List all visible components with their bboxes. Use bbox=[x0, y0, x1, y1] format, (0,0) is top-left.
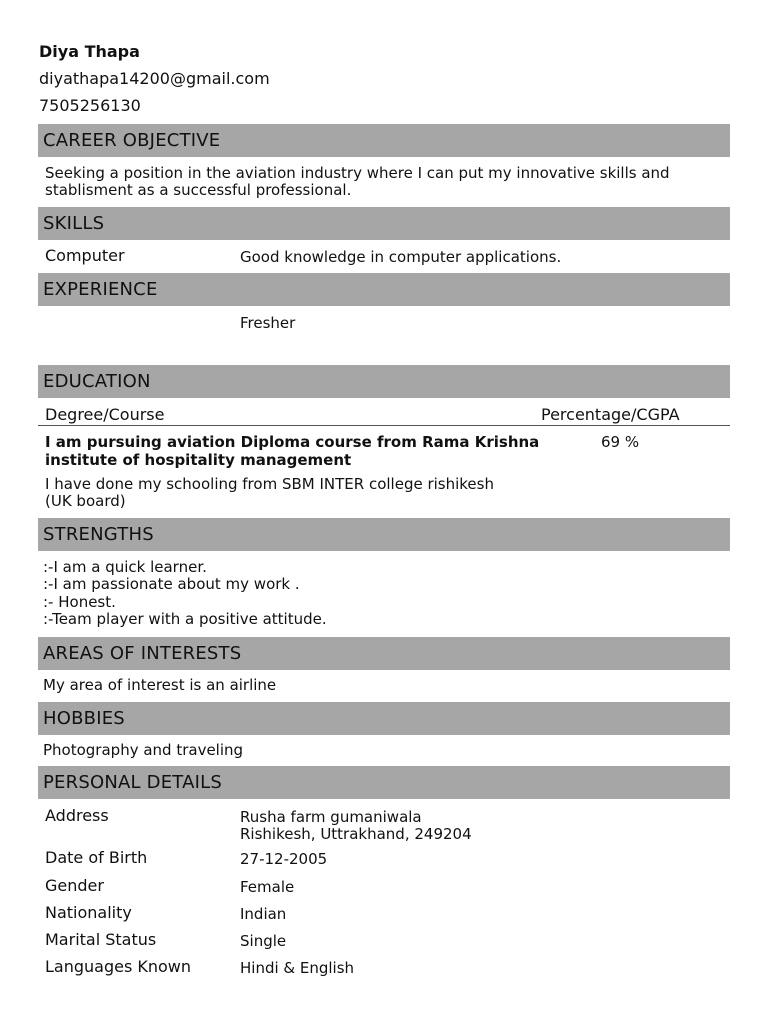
skills-heading bbox=[38, 207, 730, 240]
career-objective-line-2: stablisment as a successful professional. bbox=[45, 181, 352, 199]
education-row1-percentage: 69 % bbox=[601, 433, 640, 451]
section-title: PERSONAL DETAILS bbox=[43, 772, 222, 793]
skills-label: Computer bbox=[45, 246, 125, 265]
address-label: Address bbox=[45, 806, 109, 825]
strength-item: :-I am passionate about my work . bbox=[43, 575, 300, 593]
strengths-heading bbox=[38, 518, 730, 551]
section-title: HOBBIES bbox=[43, 708, 125, 729]
section-title: STRENGTHS bbox=[43, 524, 154, 545]
gender-value: Female bbox=[240, 878, 295, 896]
strength-item: :-Team player with a positive attitude. bbox=[43, 610, 327, 628]
education-row1-line1: I am pursuing aviation Diploma course from Rama Krishna bbox=[45, 433, 540, 451]
nationality-value: Indian bbox=[240, 905, 287, 923]
education-col-percentage: Percentage/CGPA bbox=[541, 405, 680, 424]
candidate-email: diyathapa14200@gmail.com bbox=[39, 69, 270, 88]
education-row1-line2: institute of hospitality management bbox=[45, 451, 352, 469]
hobbies-value: Photography and traveling bbox=[43, 741, 244, 759]
languages-label: Languages Known bbox=[45, 957, 192, 976]
dob-value: 27-12-2005 bbox=[240, 850, 328, 868]
section-title: EDUCATION bbox=[43, 371, 151, 392]
hobbies-heading bbox=[38, 702, 730, 735]
candidate-phone: 7505256130 bbox=[39, 96, 141, 115]
address-line-1: Rusha farm gumaniwala bbox=[240, 808, 422, 826]
candidate-name: Diya Thapa bbox=[39, 42, 140, 61]
personal-details-heading bbox=[38, 766, 730, 799]
career-objective-heading bbox=[38, 124, 730, 157]
section-title: AREAS OF INTERESTS bbox=[43, 643, 242, 664]
education-row2-line2: (UK board) bbox=[45, 492, 126, 510]
nationality-label: Nationality bbox=[45, 903, 132, 922]
education-header-rule bbox=[38, 425, 730, 426]
education-row2-line1: I have done my schooling from SBM INTER college rishikesh bbox=[45, 475, 494, 493]
career-objective-line-1: Seeking a position in the aviation industry where I can put my innovative skills and bbox=[45, 164, 670, 182]
address-line-2: Rishikesh, Uttrakhand, 249204 bbox=[240, 825, 472, 843]
strength-item: :-I am a quick learner. bbox=[43, 558, 207, 576]
languages-value: Hindi & English bbox=[240, 959, 355, 977]
section-title: EXPERIENCE bbox=[43, 279, 158, 300]
marital-status-value: Single bbox=[240, 932, 287, 950]
experience-value: Fresher bbox=[240, 314, 296, 332]
experience-heading bbox=[38, 273, 730, 306]
gender-label: Gender bbox=[45, 876, 104, 895]
education-heading bbox=[38, 365, 730, 398]
section-title: CAREER OBJECTIVE bbox=[43, 130, 221, 151]
strength-item: :- Honest. bbox=[43, 593, 116, 611]
marital-status-label: Marital Status bbox=[45, 930, 157, 949]
skills-value: Good knowledge in computer applications. bbox=[240, 248, 562, 266]
dob-label: Date of Birth bbox=[45, 848, 148, 867]
interests-value: My area of interest is an airline bbox=[43, 676, 277, 694]
education-col-degree: Degree/Course bbox=[45, 405, 165, 424]
section-title: SKILLS bbox=[43, 213, 105, 234]
interests-heading bbox=[38, 637, 730, 670]
